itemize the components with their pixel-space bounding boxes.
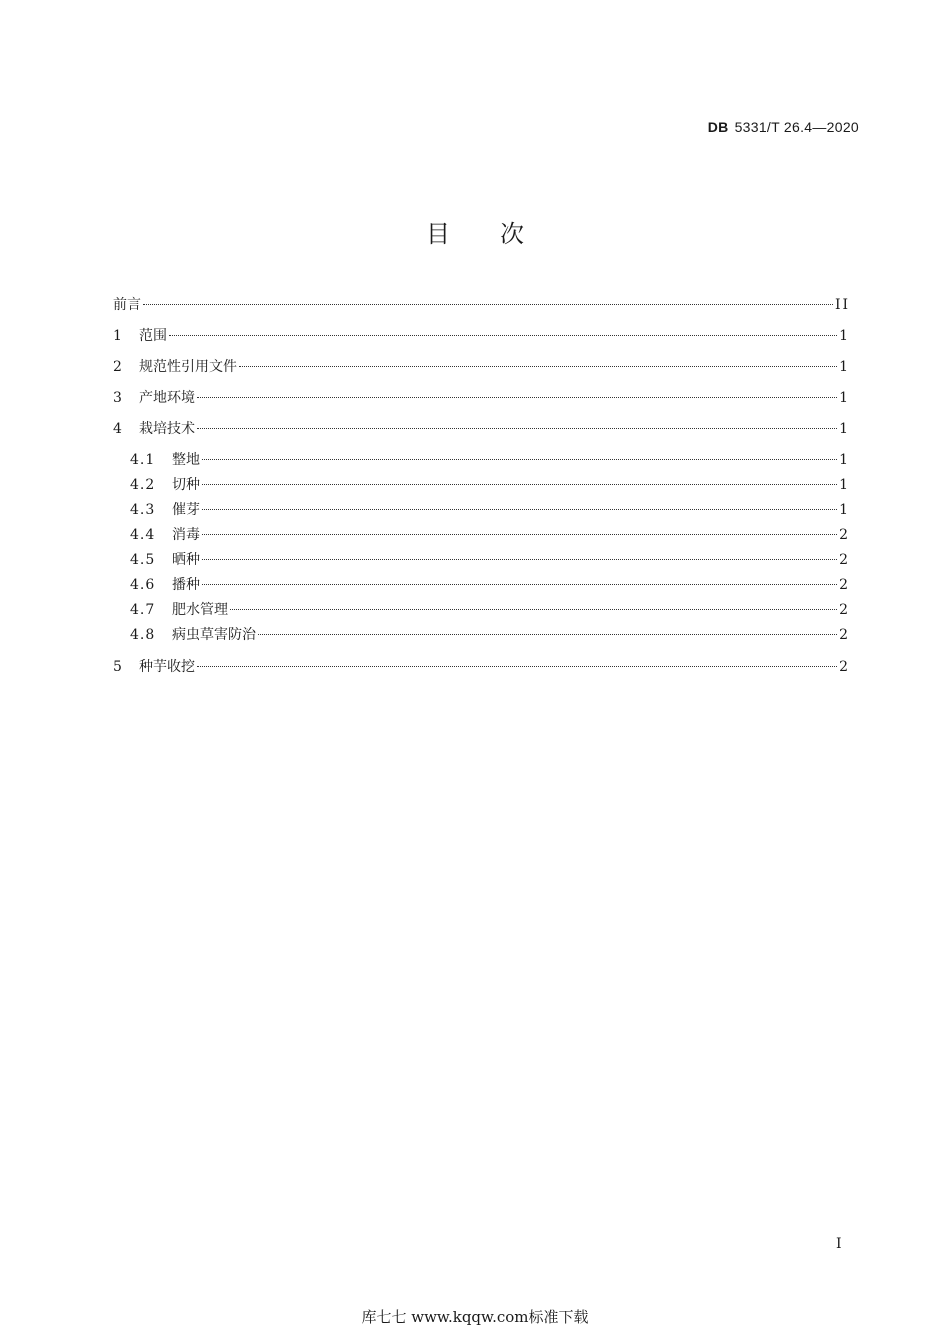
toc-dot-leader xyxy=(258,634,837,635)
toc-dot-leader xyxy=(197,397,837,398)
toc-entry-label: 晒种 xyxy=(172,552,200,568)
toc-entry-label: 肥水管理 xyxy=(172,602,228,618)
footer-watermark: 库七七 www.kqqw.com标准下载 xyxy=(361,1308,589,1326)
toc-entry-page: 1 xyxy=(839,452,850,468)
toc-entry-page: 2 xyxy=(839,552,850,568)
toc-entry-1[interactable] xyxy=(113,326,850,346)
toc-entry-number: 4.6 xyxy=(130,577,156,593)
toc-dot-leader xyxy=(202,584,837,585)
toc-entry-4-1[interactable] xyxy=(130,450,850,470)
toc-entry-label: 产地环境 xyxy=(139,390,195,406)
toc-entry-page: II xyxy=(834,297,850,313)
toc-dot-leader xyxy=(202,459,837,460)
toc-entry-label: 前言 xyxy=(113,297,141,313)
toc-entry-number: 4.4 xyxy=(130,527,156,543)
toc-entry-4-5[interactable] xyxy=(130,550,850,570)
toc-entry-number: 2 xyxy=(113,359,122,375)
toc-dot-leader xyxy=(197,666,837,667)
toc-entry-number: 4.5 xyxy=(130,552,156,568)
toc-entry-page: 1 xyxy=(839,328,850,344)
toc-entry-4-4[interactable] xyxy=(130,525,850,545)
toc-entry-number: 4.1 xyxy=(130,452,156,468)
toc-entry-number: 1 xyxy=(113,328,122,344)
toc-entry-4[interactable] xyxy=(113,419,850,439)
toc-entry-page: 2 xyxy=(839,527,850,543)
table-of-contents xyxy=(113,0,850,700)
toc-entry-5[interactable] xyxy=(113,657,850,677)
document-code-number: 5331/T 26.4—2020 xyxy=(734,119,859,135)
page-number: I xyxy=(836,1236,842,1252)
toc-entry-number: 4.2 xyxy=(130,477,156,493)
toc-entry-4-3[interactable] xyxy=(130,500,850,520)
toc-entry-number: 4.7 xyxy=(130,602,156,618)
toc-entry-label: 切种 xyxy=(172,477,200,493)
toc-entry-4-2[interactable] xyxy=(130,475,850,495)
toc-entry-number: 4 xyxy=(113,421,122,437)
toc-entry-foreword[interactable] xyxy=(113,295,850,315)
toc-entry-page: 2 xyxy=(839,627,850,643)
toc-entry-label: 病虫草害防治 xyxy=(172,627,256,643)
toc-dot-leader xyxy=(202,509,837,510)
toc-dot-leader xyxy=(230,609,837,610)
toc-entry-number: 4.8 xyxy=(130,627,156,643)
toc-entry-page: 1 xyxy=(839,421,850,437)
toc-entry-label: 消毒 xyxy=(172,527,200,543)
toc-entry-3[interactable] xyxy=(113,388,850,408)
toc-entry-4-6[interactable] xyxy=(130,575,850,595)
toc-dot-leader xyxy=(202,559,837,560)
toc-entry-page: 2 xyxy=(839,602,850,618)
toc-entry-label: 催芽 xyxy=(172,502,200,518)
toc-entry-page: 1 xyxy=(839,390,850,406)
toc-entry-label: 规范性引用文件 xyxy=(139,359,237,375)
toc-entry-page: 1 xyxy=(839,477,850,493)
toc-entry-2[interactable] xyxy=(113,357,850,377)
toc-entry-page: 1 xyxy=(839,359,850,375)
toc-dot-leader xyxy=(143,304,833,305)
page-title: 目次 xyxy=(426,220,574,248)
toc-entry-number: 3 xyxy=(113,390,122,406)
toc-entry-number: 4.3 xyxy=(130,502,156,518)
document-code-prefix: DB xyxy=(707,119,729,135)
toc-dot-leader xyxy=(202,484,837,485)
toc-entry-page: 2 xyxy=(839,659,850,675)
toc-entry-4-7[interactable] xyxy=(130,600,850,620)
toc-entry-number: 5 xyxy=(113,659,122,675)
toc-dot-leader xyxy=(197,428,837,429)
toc-entry-page: 2 xyxy=(839,577,850,593)
toc-entry-label: 范围 xyxy=(139,328,167,344)
toc-entry-label: 播种 xyxy=(172,577,200,593)
toc-entry-label: 种芋收挖 xyxy=(139,659,195,675)
toc-dot-leader xyxy=(169,335,837,336)
toc-dot-leader xyxy=(202,534,837,535)
toc-entry-page: 1 xyxy=(839,502,850,518)
toc-entry-4-8[interactable] xyxy=(130,625,850,645)
toc-entry-label: 栽培技术 xyxy=(139,421,195,437)
toc-entry-label: 整地 xyxy=(172,452,200,468)
toc-dot-leader xyxy=(239,366,837,367)
